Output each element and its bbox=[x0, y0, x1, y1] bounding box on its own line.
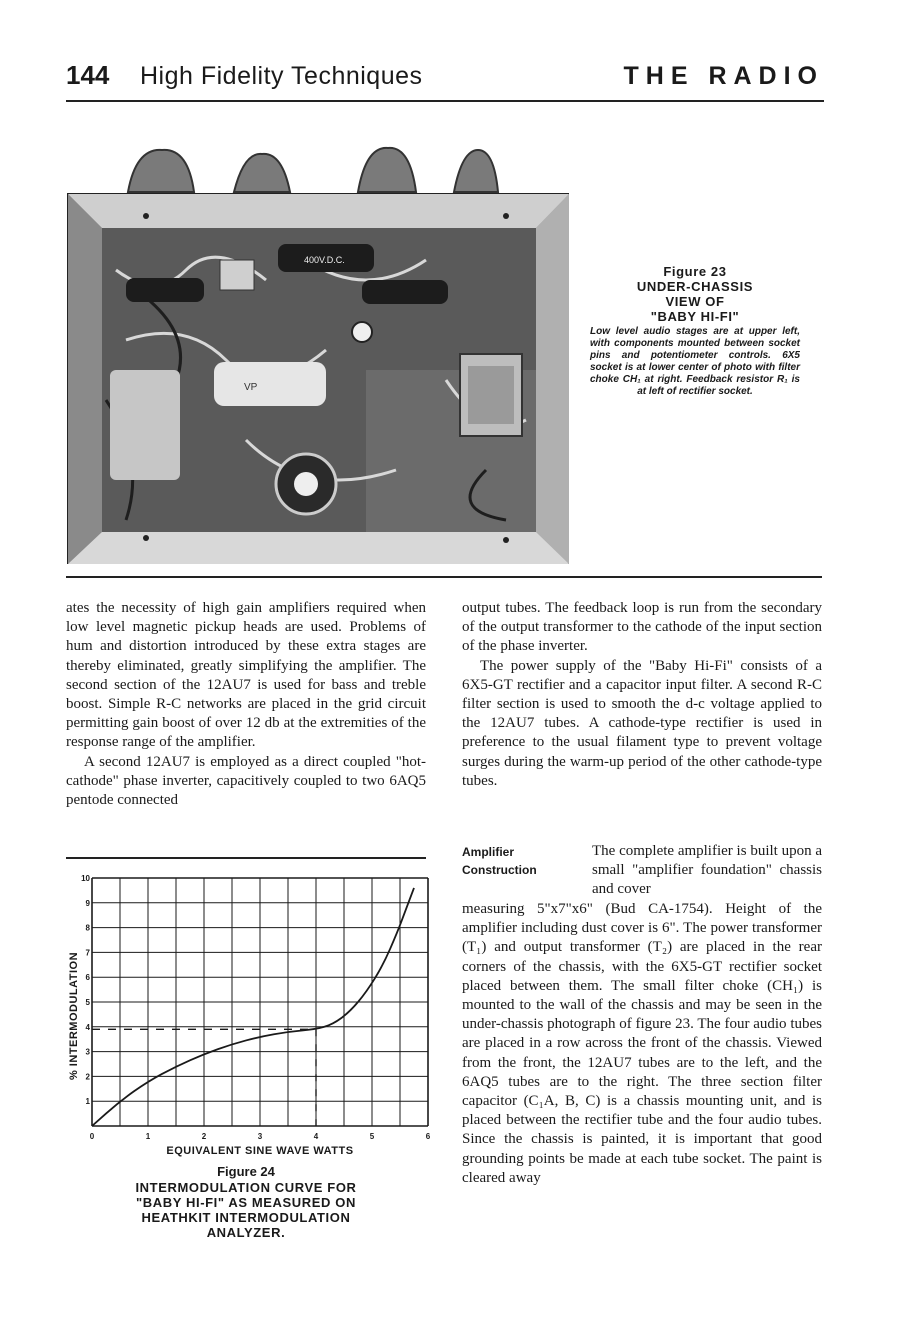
figure-23-description: Low level audio stages are at upper left, with components mounted between socket pins and potentiometer controls. 6X5 socket is at lower center of photo with filter choke CH₁ at right. Feedback resistor R₁ is at left of rectifier socket. bbox=[590, 326, 800, 397]
paragraph: The power supply of the "Baby Hi-Fi" consists of a 6X5-GT rectifier and a capacitor input filter. A second R-C filter section is used to smooth the d-c voltage applied to the 12AU7 tubes. A cathode-type rectifier is used in preference to the usual filament type to prevent voltage surges during the warm-up period of the other cathode-type tubes. bbox=[462, 657, 822, 789]
figure-24-caption-line-1: INTERMODULATION CURVE FOR bbox=[135, 1180, 357, 1195]
y-tick-label: 4 bbox=[85, 1022, 90, 1032]
figure-24-caption-line-3: HEATHKIT INTERMODULATION bbox=[141, 1210, 351, 1225]
figure-24-label: Figure 24 bbox=[217, 1164, 275, 1179]
y-tick-label: 9 bbox=[85, 898, 90, 908]
figure-rule bbox=[66, 576, 822, 578]
book-title: High Fidelity Techniques bbox=[140, 62, 423, 90]
y-tick-label: 6 bbox=[85, 973, 90, 983]
y-tick-label: 10 bbox=[81, 874, 90, 883]
x-tick-label: 0 bbox=[89, 1132, 95, 1141]
component-mark: VP bbox=[244, 382, 258, 393]
header-rule bbox=[66, 100, 824, 102]
running-head: THE RADIO bbox=[623, 62, 824, 90]
x-axis-label: EQUIVALENT SINE WAVE WATTS bbox=[166, 1145, 354, 1157]
y-tick-label: 5 bbox=[85, 998, 90, 1007]
section-heading bbox=[462, 843, 582, 879]
x-tick-label: 6 bbox=[425, 1132, 431, 1141]
paragraph: ates the necessity of high gain amplifiers required when low level magnetic pickup heads are used. Problems of hum and distortion introduced by these extra stages are thereby eliminated, greatly simplifying the amplifier. The second section of the 12AU7 is used for bass and treble boost. Simple R-C networks are placed in the grid circuit permitting gain boost of over 12 db at the extremities of the response range of the amplifier. bbox=[66, 600, 426, 751]
figure-23-title-line-2: VIEW OF bbox=[665, 294, 725, 309]
intermodulation-curve bbox=[92, 888, 414, 1126]
figure-23-label: Figure 23 bbox=[663, 264, 727, 279]
y-tick-label: 3 bbox=[85, 1047, 90, 1057]
x-tick-label: 1 bbox=[145, 1132, 151, 1141]
right-column bbox=[462, 599, 822, 791]
x-tick-label: 4 bbox=[313, 1132, 319, 1141]
section-opening bbox=[592, 842, 822, 900]
paragraph: The complete amplifier is built upon a small "amplifier foundation" chassis and cover bbox=[592, 843, 822, 898]
y-tick-label: 2 bbox=[85, 1072, 90, 1082]
page-number: 144 bbox=[66, 60, 110, 90]
chart-rule bbox=[66, 857, 426, 859]
paragraph: A second 12AU7 is employed as a direct coupled "hot-cathode" phase inverter, capacitively coupled to two 6AQ5 pentode connected bbox=[66, 753, 426, 809]
section-body bbox=[462, 900, 822, 1188]
figure-23-caption bbox=[590, 264, 800, 398]
figure-23-title-line-3: "BABY HI-FI" bbox=[650, 309, 740, 324]
paragraph: measuring 5"x7"x6" (Bud CA-1754). Height of the amplifier including dust cover is 6". The power transformer (T₁) and output transformer (T₂) are placed in the rear corners of the chassis, with the 6X5-GT rectifier socket placed between them. The small filter choke (CH₁) is mounted to the wall of the chassis and may be seen in the under-chassis photograph of figure 23. The four audio tubes are placed in a row across the front of the chassis. Viewed from the front, the 12AU7 tubes are to the left, and the 6AQ5 tubes are to the right. The three section filter capacitor (C₁A, B, C) is a chassis mounting unit, and is placed between the rectifier tube and the four audio tubes. Since the chassis is painted, it is important that good grounding points be made at each tube socket. The paint is cleared away bbox=[462, 901, 822, 1186]
figure-24-caption-line-2: "BABY HI-FI" AS MEASURED ON bbox=[136, 1195, 356, 1210]
figure-24-caption bbox=[86, 1164, 406, 1240]
under-chassis-photo bbox=[66, 140, 569, 564]
y-tick-label: 1 bbox=[85, 1097, 90, 1107]
x-tick-label: 2 bbox=[201, 1132, 207, 1141]
section-heading-line-1: Amplifier bbox=[462, 845, 515, 859]
paragraph: output tubes. The feedback loop is run from the secondary of the output transformer to the cathode of the input section of the phase inverter. bbox=[462, 600, 822, 655]
y-tick-label: 7 bbox=[85, 948, 90, 958]
left-column bbox=[66, 599, 426, 810]
intermodulation-chart bbox=[60, 862, 440, 1162]
x-tick-label: 3 bbox=[257, 1132, 263, 1141]
figure-24-caption-line-4: ANALYZER. bbox=[206, 1225, 286, 1240]
section-heading-line-2: Construction bbox=[462, 863, 537, 877]
y-axis-label: % INTERMODULATION bbox=[68, 951, 80, 1081]
figure-23-title-line-1: UNDER-CHASSIS bbox=[636, 279, 754, 294]
y-tick-label: 8 bbox=[85, 923, 90, 933]
capacitor-label: 400V.D.C. bbox=[304, 255, 345, 265]
x-tick-label: 5 bbox=[369, 1132, 375, 1141]
